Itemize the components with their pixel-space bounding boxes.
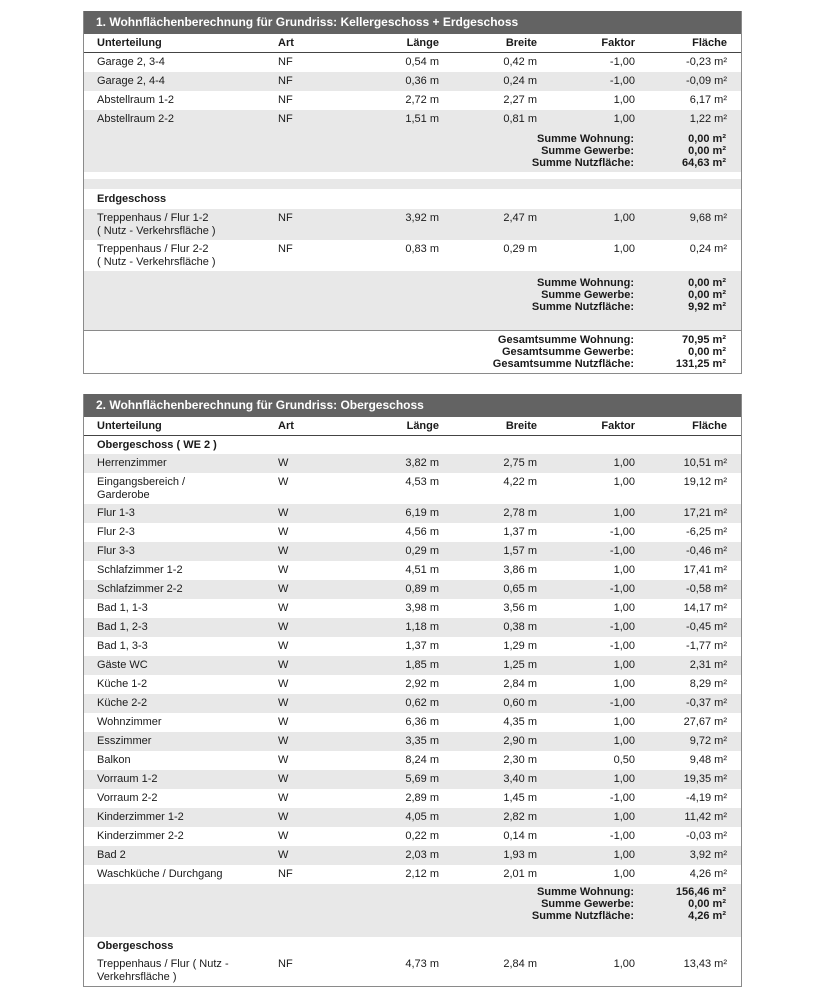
section-keller-erdgeschoss: [83, 11, 742, 374]
cell-flaeche: -0,23 m²: [686, 56, 727, 68]
table-row: [84, 72, 741, 91]
cell-faktor: -1,00: [609, 621, 635, 633]
cell-art: NF: [278, 113, 293, 125]
subsection-title: Obergeschoss: [97, 940, 174, 952]
room-name: Vorraum 1-2: [97, 773, 158, 785]
cell-art: W: [278, 830, 289, 842]
cell-unterteilung: [84, 656, 275, 675]
cell-flaeche: 3,92 m²: [689, 849, 727, 861]
cell-faktor: -1,00: [609, 640, 635, 652]
cell-breite: 2,75 m: [503, 457, 537, 469]
cell-laenge: 1,51 m: [405, 113, 439, 125]
cell-flaeche: -0,09 m²: [686, 75, 727, 87]
room-name: Wohnzimmer: [97, 716, 162, 728]
cell-faktor: -1,00: [609, 830, 635, 842]
sum-wohnung-value: 0,00 m²: [688, 277, 726, 289]
cell-faktor: 1,00: [613, 457, 635, 469]
cell-breite: 1,29 m: [503, 640, 537, 652]
table-header: [84, 417, 741, 436]
table-row: [84, 751, 741, 770]
cell-unterteilung: [84, 243, 275, 269]
cell-laenge: 4,51 m: [405, 564, 439, 576]
cell-unterteilung: [84, 637, 275, 656]
cell-flaeche: 9,68 m²: [689, 212, 727, 224]
cell-breite: 0,24 m: [503, 75, 537, 87]
cell-art: NF: [278, 243, 293, 255]
cell-art: W: [278, 583, 289, 595]
table-row: [84, 618, 741, 637]
cell-breite: 1,57 m: [503, 545, 537, 557]
col-breite: Breite: [505, 37, 537, 49]
col-faktor: Faktor: [601, 420, 635, 432]
cell-laenge: 0,22 m: [405, 830, 439, 842]
cell-laenge: 2,92 m: [405, 678, 439, 690]
cell-art: W: [278, 564, 289, 576]
cell-laenge: 3,35 m: [405, 735, 439, 747]
cell-breite: 0,65 m: [503, 583, 537, 595]
cell-unterteilung: [84, 476, 275, 502]
cell-laenge: 2,12 m: [405, 868, 439, 880]
table-row: [84, 827, 741, 846]
room-name: Bad 1, 1-3: [97, 602, 148, 614]
sum-block: [84, 884, 741, 925]
cell-flaeche: 19,35 m²: [683, 773, 727, 785]
room-name-line2: Verkehrsfläche ): [97, 971, 177, 983]
cell-faktor: -1,00: [609, 545, 635, 557]
cell-unterteilung: [84, 110, 275, 129]
room-name: Bad 1, 3-3: [97, 640, 148, 652]
cell-art: W: [278, 735, 289, 747]
cell-flaeche: 17,41 m²: [683, 564, 727, 576]
cell-flaeche: 2,31 m²: [689, 659, 727, 671]
cell-flaeche: -4,19 m²: [686, 792, 727, 804]
sum-block: [84, 129, 741, 172]
cell-laenge: 6,36 m: [405, 716, 439, 728]
cell-art: W: [278, 849, 289, 861]
cell-laenge: 2,03 m: [405, 849, 439, 861]
cell-faktor: 1,00: [613, 212, 635, 224]
cell-art: NF: [278, 212, 293, 224]
sum-wohnung-value: 0,00 m²: [688, 133, 726, 145]
cell-unterteilung: [84, 827, 275, 846]
cell-art: NF: [278, 868, 293, 880]
cell-unterteilung: [84, 454, 275, 473]
room-name: Flur 2-3: [97, 526, 135, 538]
table-row: [84, 473, 741, 504]
cell-laenge: 1,85 m: [405, 659, 439, 671]
col-unterteilung: Unterteilung: [97, 37, 162, 49]
cell-art: W: [278, 659, 289, 671]
cell-laenge: 0,62 m: [405, 697, 439, 709]
cell-flaeche: -0,37 m²: [686, 697, 727, 709]
cell-laenge: 0,54 m: [405, 56, 439, 68]
room-name: Garage 2, 4-4: [97, 75, 165, 87]
cell-breite: 0,60 m: [503, 697, 537, 709]
cell-laenge: 2,89 m: [405, 792, 439, 804]
cell-flaeche: -0,45 m²: [686, 621, 727, 633]
col-laenge: Länge: [406, 420, 439, 432]
cell-art: W: [278, 621, 289, 633]
sum-gewerbe-value: 0,00 m²: [688, 145, 726, 157]
cell-laenge: 1,37 m: [405, 640, 439, 652]
cell-breite: 4,35 m: [503, 716, 537, 728]
cell-flaeche: 1,22 m²: [689, 113, 727, 125]
room-name: Küche 1-2: [97, 678, 148, 690]
sum-wohnung-label: Summe Wohnung:: [537, 886, 634, 898]
cell-flaeche: 17,21 m²: [683, 507, 727, 519]
cell-faktor: 1,00: [613, 868, 635, 880]
cell-unterteilung: [84, 91, 275, 110]
sum-gewerbe-label: Summe Gewerbe:: [541, 289, 634, 301]
cell-flaeche: 8,29 m²: [689, 678, 727, 690]
section-title: 1. Wohnflächenberechnung für Grundriss: Kellergeschoss + Erdgeschoss: [84, 11, 741, 34]
cell-art: W: [278, 678, 289, 690]
table-row: [84, 599, 741, 618]
cell-art: NF: [278, 958, 293, 970]
cell-breite: 1,25 m: [503, 659, 537, 671]
table-row: [84, 865, 741, 884]
sum-wohnung-value: 156,46 m²: [675, 886, 726, 898]
cell-breite: 3,86 m: [503, 564, 537, 576]
cell-art: W: [278, 507, 289, 519]
total-wohnung-label: Gesamtsumme Wohnung:: [497, 334, 634, 346]
cell-breite: 1,93 m: [503, 849, 537, 861]
cell-art: W: [278, 754, 289, 766]
cell-art: W: [278, 716, 289, 728]
cell-flaeche: -0,03 m²: [686, 830, 727, 842]
cell-flaeche: 4,26 m²: [689, 868, 727, 880]
room-name: Herrenzimmer: [97, 457, 167, 469]
cell-faktor: -1,00: [609, 792, 635, 804]
total-wohnung-value: 70,95 m²: [681, 334, 726, 346]
cell-breite: 2,47 m: [503, 212, 537, 224]
cell-faktor: 1,00: [613, 735, 635, 747]
cell-art: W: [278, 545, 289, 557]
cell-unterteilung: [84, 580, 275, 599]
room-name-line2: ( Nutz - Verkehrsfläche ): [97, 256, 216, 268]
subsection-title: Obergeschoss ( WE 2 ): [97, 439, 217, 451]
cell-faktor: 1,00: [613, 716, 635, 728]
cell-unterteilung: [84, 523, 275, 542]
cell-laenge: 4,53 m: [405, 476, 439, 488]
cell-art: NF: [278, 56, 293, 68]
cell-laenge: 0,36 m: [405, 75, 439, 87]
col-flaeche: Fläche: [692, 37, 727, 49]
cell-faktor: 1,00: [613, 678, 635, 690]
cell-unterteilung: [84, 865, 275, 884]
cell-laenge: 0,29 m: [405, 545, 439, 557]
cell-breite: 2,90 m: [503, 735, 537, 747]
section-obergeschoss: [83, 394, 742, 987]
cell-breite: 0,38 m: [503, 621, 537, 633]
room-name: Vorraum 2-2: [97, 792, 158, 804]
col-breite: Breite: [505, 420, 537, 432]
sum-nutz-value: 4,26 m²: [688, 910, 726, 922]
sum-nutz-value: 9,92 m²: [688, 301, 726, 313]
cell-flaeche: 27,67 m²: [683, 716, 727, 728]
table-row: [84, 561, 741, 580]
cell-unterteilung: [84, 713, 275, 732]
room-name: Abstellraum 1-2: [97, 94, 175, 106]
cell-flaeche: 11,42 m²: [684, 811, 727, 823]
cell-laenge: 4,73 m: [405, 958, 439, 970]
table-row: [84, 504, 741, 523]
room-name: Gäste WC: [97, 659, 148, 671]
cell-breite: 1,45 m: [503, 792, 537, 804]
room-name: Waschküche / Durchgang: [97, 868, 223, 880]
cell-laenge: 4,56 m: [405, 526, 439, 538]
cell-unterteilung: [84, 561, 275, 580]
cell-flaeche: 6,17 m²: [689, 94, 727, 106]
table-header: [84, 34, 741, 53]
cell-breite: 4,22 m: [503, 476, 537, 488]
total-nutz-value: 131,25 m²: [675, 358, 726, 370]
room-name: Treppenhaus / Flur 2-2: [97, 243, 209, 255]
cell-art: W: [278, 773, 289, 785]
room-name: Küche 2-2: [97, 697, 148, 709]
cell-flaeche: 19,12 m²: [683, 476, 727, 488]
cell-flaeche: 14,17 m²: [683, 602, 727, 614]
cell-breite: 2,84 m: [503, 958, 537, 970]
table-row: [84, 808, 741, 827]
table-row: [84, 713, 741, 732]
table-row: [84, 209, 741, 240]
cell-faktor: 1,00: [613, 507, 635, 519]
cell-flaeche: -6,25 m²: [686, 526, 727, 538]
room-name: Kinderzimmer 1-2: [97, 811, 184, 823]
room-name: Flur 3-3: [97, 545, 135, 557]
room-name-line2: Garderobe: [97, 489, 150, 501]
cell-faktor: -1,00: [609, 526, 635, 538]
room-name: Abstellraum 2-2: [97, 113, 175, 125]
cell-laenge: 6,19 m: [405, 507, 439, 519]
cell-unterteilung: [84, 694, 275, 713]
cell-laenge: 8,24 m: [405, 754, 439, 766]
cell-laenge: 3,98 m: [405, 602, 439, 614]
table-row: [84, 542, 741, 561]
sum-wohnung-label: Summe Wohnung:: [537, 133, 634, 145]
room-name: Eingangsbereich /: [97, 476, 186, 488]
cell-breite: 3,40 m: [503, 773, 537, 785]
room-name-line2: ( Nutz - Verkehrsfläche ): [97, 225, 216, 237]
cell-art: NF: [278, 94, 293, 106]
cell-flaeche: 10,51 m²: [683, 457, 727, 469]
cell-flaeche: -1,77 m²: [686, 640, 727, 652]
cell-flaeche: -0,58 m²: [686, 583, 727, 595]
table-row: [84, 656, 741, 675]
cell-breite: 2,30 m: [503, 754, 537, 766]
sum-gewerbe-value: 0,00 m²: [688, 289, 726, 301]
cell-laenge: 2,72 m: [405, 94, 439, 106]
cell-laenge: 0,89 m: [405, 583, 439, 595]
cell-unterteilung: [84, 751, 275, 770]
cell-breite: 0,14 m: [503, 830, 537, 842]
cell-faktor: -1,00: [609, 697, 635, 709]
table-row: [84, 637, 741, 656]
sum-nutz-label: Summe Nutzfläche:: [531, 301, 634, 313]
cell-breite: 2,27 m: [503, 94, 537, 106]
cell-art: NF: [278, 75, 293, 87]
col-art: Art: [278, 37, 294, 49]
cell-flaeche: -0,46 m²: [686, 545, 727, 557]
table-row: [84, 732, 741, 751]
room-name: Kinderzimmer 2-2: [97, 830, 184, 842]
cell-unterteilung: [84, 958, 275, 984]
cell-flaeche: 9,48 m²: [689, 754, 727, 766]
sum-gewerbe-label: Summe Gewerbe:: [541, 145, 634, 157]
cell-faktor: 1,00: [613, 602, 635, 614]
cell-unterteilung: [84, 675, 275, 694]
cell-flaeche: 13,43 m²: [683, 958, 727, 970]
cell-laenge: 1,18 m: [405, 621, 439, 633]
total-gewerbe-label: Gesamtsumme Gewerbe:: [501, 346, 634, 358]
cell-faktor: 1,00: [613, 564, 635, 576]
cell-breite: 0,29 m: [503, 243, 537, 255]
cell-faktor: -1,00: [609, 56, 635, 68]
cell-art: W: [278, 457, 289, 469]
col-unterteilung: Unterteilung: [97, 420, 162, 432]
table-row: [84, 110, 741, 129]
cell-unterteilung: [84, 504, 275, 523]
cell-art: W: [278, 697, 289, 709]
cell-breite: 1,37 m: [503, 526, 537, 538]
cell-unterteilung: [84, 789, 275, 808]
col-art: Art: [278, 420, 294, 432]
table-row: [84, 53, 741, 72]
sum-wohnung-label: Summe Wohnung:: [537, 277, 634, 289]
cell-laenge: 3,92 m: [405, 212, 439, 224]
room-name: Balkon: [97, 754, 131, 766]
room-name: Treppenhaus / Flur ( Nutz -: [97, 958, 229, 970]
col-laenge: Länge: [406, 37, 439, 49]
section-title: 2. Wohnflächenberechnung für Grundriss: Obergeschoss: [84, 394, 741, 417]
cell-breite: 2,82 m: [503, 811, 537, 823]
sum-gewerbe-label: Summe Gewerbe:: [541, 898, 634, 910]
cell-laenge: 4,05 m: [405, 811, 439, 823]
cell-laenge: 3,82 m: [405, 457, 439, 469]
cell-flaeche: 9,72 m²: [689, 735, 727, 747]
cell-art: W: [278, 526, 289, 538]
room-name: Bad 2: [97, 849, 126, 861]
cell-faktor: -1,00: [609, 583, 635, 595]
cell-unterteilung: [84, 72, 275, 91]
cell-art: W: [278, 792, 289, 804]
table-row: [84, 240, 741, 271]
room-name: Bad 1, 2-3: [97, 621, 148, 633]
sum-block: [84, 271, 741, 316]
cell-unterteilung: [84, 53, 275, 72]
cell-art: W: [278, 602, 289, 614]
cell-unterteilung: [84, 770, 275, 789]
total-nutz-label: Gesamtsumme Nutzfläche:: [492, 358, 634, 370]
room-name: Treppenhaus / Flur 1-2: [97, 212, 209, 224]
table-row: [84, 789, 741, 808]
cell-faktor: 0,50: [613, 754, 635, 766]
subsection-title: Erdgeschoss: [97, 193, 167, 205]
table-row: [84, 846, 741, 865]
sum-nutz-value: 64,63 m²: [681, 157, 726, 169]
cell-unterteilung: [84, 599, 275, 618]
cell-unterteilung: [84, 732, 275, 751]
cell-unterteilung: [84, 808, 275, 827]
cell-laenge: 0,83 m: [405, 243, 439, 255]
room-name: Esszimmer: [97, 735, 152, 747]
table-row: [84, 523, 741, 542]
room-name: Schlafzimmer 2-2: [97, 583, 183, 595]
table-row: [84, 580, 741, 599]
room-name: Flur 1-3: [97, 507, 135, 519]
cell-breite: 2,78 m: [503, 507, 537, 519]
cell-art: W: [278, 476, 289, 488]
room-name: Schlafzimmer 1-2: [97, 564, 183, 576]
room-name: Garage 2, 3-4: [97, 56, 165, 68]
cell-faktor: 1,00: [613, 113, 635, 125]
table-row: [84, 955, 741, 986]
cell-art: W: [278, 640, 289, 652]
cell-faktor: 1,00: [613, 94, 635, 106]
cell-breite: 2,84 m: [503, 678, 537, 690]
cell-breite: 2,01 m: [503, 868, 537, 880]
total-block: [84, 330, 741, 373]
cell-laenge: 5,69 m: [405, 773, 439, 785]
cell-breite: 0,81 m: [503, 113, 537, 125]
table-row: [84, 91, 741, 110]
col-faktor: Faktor: [601, 37, 635, 49]
table-row: [84, 770, 741, 789]
cell-faktor: 1,00: [613, 476, 635, 488]
table-row: [84, 694, 741, 713]
cell-unterteilung: [84, 846, 275, 865]
cell-faktor: 1,00: [613, 849, 635, 861]
cell-faktor: 1,00: [613, 243, 635, 255]
col-flaeche: Fläche: [692, 420, 727, 432]
sum-nutz-label: Summe Nutzfläche:: [531, 157, 634, 169]
table-row: [84, 454, 741, 473]
sum-gewerbe-value: 0,00 m²: [688, 898, 726, 910]
cell-faktor: -1,00: [609, 75, 635, 87]
cell-breite: 3,56 m: [503, 602, 537, 614]
table-row: [84, 675, 741, 694]
cell-faktor: 1,00: [613, 811, 635, 823]
cell-art: W: [278, 811, 289, 823]
cell-breite: 0,42 m: [503, 56, 537, 68]
cell-faktor: 1,00: [613, 773, 635, 785]
cell-flaeche: 0,24 m²: [689, 243, 727, 255]
cell-unterteilung: [84, 212, 275, 238]
cell-faktor: 1,00: [613, 958, 635, 970]
sum-nutz-label: Summe Nutzfläche:: [531, 910, 634, 922]
total-gewerbe-value: 0,00 m²: [688, 346, 726, 358]
cell-faktor: 1,00: [613, 659, 635, 671]
cell-unterteilung: [84, 542, 275, 561]
cell-unterteilung: [84, 618, 275, 637]
